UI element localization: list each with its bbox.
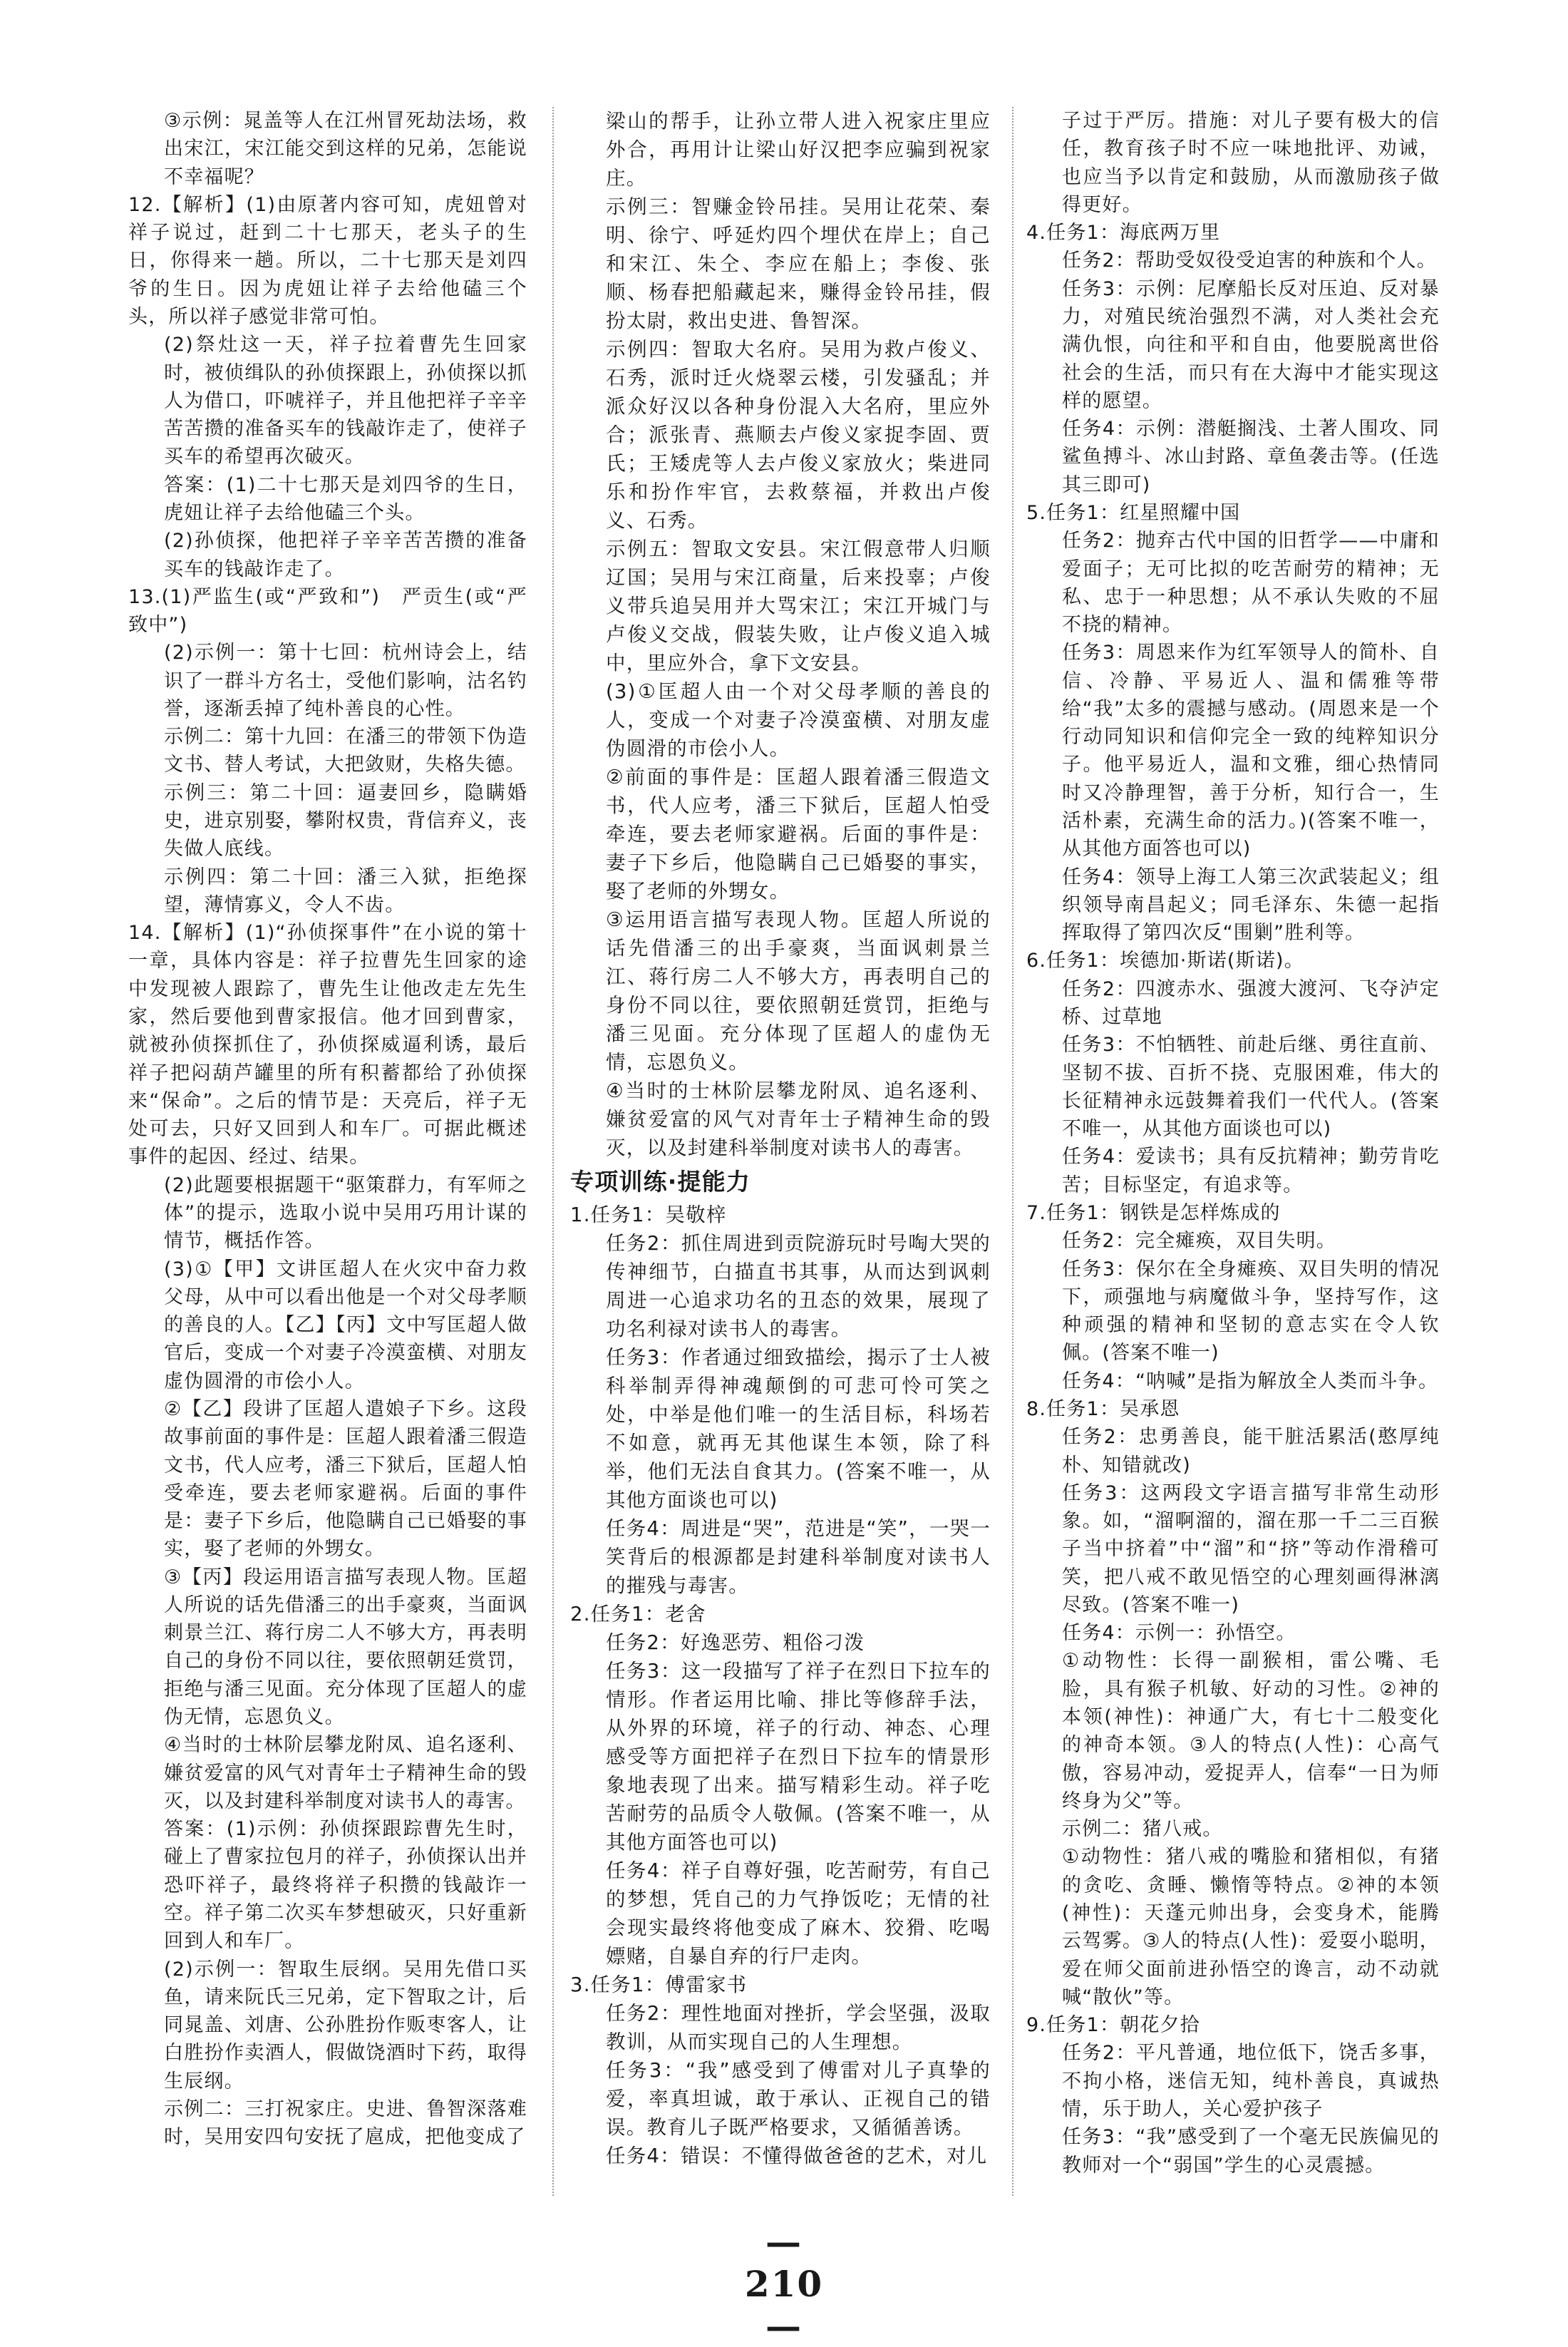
- paragraph: ②【乙】段讲了匡超人遣娘子下乡。这段故事前面的事件是：匡超人跟着潘三假造文书，代人应考，潘三下狱后，匡超人怕受牵连，要去老师家避祸。后面的事件是：妻子下乡后，他隐瞒自己已婚娶的事实，娶了老师的外甥女。: [164, 1397, 527, 1561]
- section-heading: 专项训练·提能力: [570, 1168, 751, 1196]
- paragraph: ②前面的事件是：匡超人跟着潘三假造文书，代人应考，潘三下狱后，匡超人怕受牵连，要去老师家避祸。后面的事件是：妻子下乡后，他隐瞒自己已婚娶的事实，娶了老师的外甥女。: [606, 766, 991, 903]
- paragraph: ③示例：晁盖等人在江州冒死劫法场，救出宋江，宋江能交到这样的兄弟，怎能说不幸福呢？: [164, 110, 527, 188]
- paragraph: 任务2：帮助受奴役受迫害的种族和个人。: [1062, 250, 1437, 272]
- paragraph: 任务3：作者通过细致描绘，揭示了士人被科举制弄得神魂颠倒的可悲可怜可笑之处，中举是他们唯一的生活目标，科场若不如意，就再无其他谋生本领，除了科举，他们无法自食其力。(答案不唯一，从其他方面谈也可以): [606, 1346, 991, 1511]
- paragraph: 任务4：“呐喊”是指为解放全人类而斗争。: [1062, 1370, 1439, 1392]
- paragraph: ④当时的士林阶层攀龙附凤、追名逐利、嫌贫爱富的风气对青年士子精神生命的毁灭，以及封建科举制度对读书人的毒害。: [164, 1734, 527, 1812]
- column-left: [128, 107, 527, 2152]
- paragraph: (2)孙侦探，他把祥子辛辛苦苦攒的准备买车的钱敲诈走了。: [164, 530, 527, 580]
- paragraph: (2)此题要根据题干“驱策群力，有军师之体”的提示，选取小说中吴用巧用计谋的情节，概括作答。: [164, 1174, 527, 1253]
- paragraph: 任务4：领导上海工人第三次武装起义；组织领导南昌起义；同毛泽东、朱德一起指挥取得了第四次反“围剿”胜利等。: [1062, 866, 1440, 945]
- paragraph: 答案：(1)示例：孙侦探跟踪曹先生时，碰上了曹家拉包月的祥子，孙侦探认出并恐吓祥子，最终将祥子积攒的钱敲诈一空。祥子第二次买车梦想破灭，只好重新回到人和车厂。: [164, 1818, 527, 1953]
- answer-item-5: 5.任务1：红星照耀中国: [1026, 501, 1241, 524]
- paragraph: 任务4：错误：不懂得做爸爸的艺术，对儿: [606, 2145, 988, 2167]
- answer-item-2: 2.任务1：老舍: [570, 1603, 706, 1626]
- paragraph: 任务3：保尔在全身瘫痪、双目失明的情况下，顽强地与病魔做斗争，坚持写作，这种顽强的精神和坚韧的意志实在令人钦佩。(答案不唯一): [1062, 1258, 1440, 1365]
- paragraph: 任务4：示例：潜艇搁浅、土著人围攻、同鲨鱼搏斗、冰山封路、章鱼袭击等。(任选其三即可): [1062, 418, 1440, 496]
- paragraph: ①动物性：长得一副猴相，雷公嘴、毛脸，具有猴子机敏、好动的习性。②神的本领(神性)：神通广大，有七十二般变化的神奇本领。③人的特点(人性)：心高气傲，容易冲动，爱捉弄人，信奉“一日为师终身为父”等。: [1062, 1650, 1440, 1812]
- paragraph: (2)示例一：第十七回：杭州诗会上，结识了一群斗方名士，受他们影响，沽名钓誉，逐渐丢掉了纯朴善良的心性。: [164, 642, 527, 720]
- paragraph: ③【丙】段运用语言描写表现人物。匡超人所说的话先借潘三的出手豪爽，当面讽刺景兰江、蒋行房二人不够大方，再表明自己的身份不同以往，要依照朝廷赏罚，拒绝与潘三见面。充分体现了匡超人的虚伪无情，忘恩负义。: [164, 1566, 527, 1729]
- paragraph: 任务2：平凡普通，地位低下，饶舌多事，不拘小格，迷信无知，纯朴善良，真诚热情，乐于助人，关心爱护孩子: [1062, 2042, 1440, 2120]
- paragraph: (2)示例一：智取生辰纲。吴用先借口买鱼，请来阮氏三兄弟，定下智取之计，后同晁盖、刘唐、公孙胜扮作贩枣客人，让白胜扮作卖酒人，假做饶酒时下药，取得生辰纲。: [164, 1958, 527, 2092]
- paragraph: 任务2：理性地面对挫折，学会坚强，汲取教训，从而实现自己的人生理想。: [606, 2002, 991, 2053]
- paragraph: 梁山的帮手，让孙立带人进入祝家庄里应外合，再用计让梁山好汉把李应骗到祝家庄。: [606, 110, 991, 190]
- column-divider: [1012, 107, 1013, 2196]
- paragraph: 答案：(1)二十七那天是刘四爷的生日，虎妞让祥子去给他磕三个头。: [164, 473, 527, 524]
- paragraph: 任务3：这一段描写了祥子在烈日下拉车的情形。作者运用比喻、排比等修辞手法，从外界的环境，祥子的行动、神态、心理感受等方面把祥子在烈日下拉车的情景形象地表现了出来。描写精彩生动。祥子吃苦耐劳的品质令人敬佩。(答案不唯一，从其他方面答也可以): [606, 1660, 991, 1854]
- answer-item-1: 1.任务1：吴敬梓: [570, 1203, 727, 1226]
- answer-item-6: 6.任务1：埃德加·斯诺(斯诺)。: [1026, 950, 1304, 972]
- column-middle: [570, 107, 991, 2170]
- paragraph: 示例二：第十九回：在潘三的带领下伪造文书、替人考试，大把敛财，失格失德。: [164, 726, 527, 776]
- paragraph: 任务2：好逸恶劳、粗俗刁泼: [606, 1631, 865, 1654]
- column-divider: [552, 107, 554, 2196]
- paragraph: 示例五：智取文安县。宋江假意带人归顺辽国；吴用与宋江商量，后来投辜；卢俊义带兵追吴用并大骂宋江；宋江开城门与卢俊义交战，假装失败，让卢俊义追入城中，里应外合，拿下文安县。: [606, 538, 991, 674]
- paragraph: 任务3：“我”感受到了一个毫无民族偏见的教师对一个“弱国”学生的心灵震撼。: [1062, 2126, 1440, 2177]
- answer-item-8: 8.任务1：吴承恩: [1026, 1397, 1180, 1420]
- page-number: —210—: [744, 2221, 824, 2347]
- paragraph: (2)祭灶这一天，祥子拉着曹先生回家时，被侦缉队的孙侦探跟上，孙侦探以抓人为借口，吓唬祥子，并且他把祥子辛辛苦苦攒的准备买车的钱敲诈走了，使祥子买车的希望再次破灭。: [164, 334, 527, 468]
- answer-item-4: 4.任务1：海底两万里: [1026, 222, 1221, 245]
- paragraph: 子过于严厉。措施：对儿子要有极大的信任，教育孩子时不应一味地批评、劝诫，也应当予以肯定和鼓励，从而激励孩子做得更好。: [1062, 110, 1440, 216]
- paragraph: 任务4：祥子自尊好强，吃苦耐劳，有自己的梦想，凭自己的力气挣饭吃；无情的社会现实最终将他变成了麻木、狡猾、吃喝嫖赌，自暴自弃的行尸走肉。: [606, 1859, 991, 1968]
- paragraph: 任务4：示例一：孙悟空。: [1062, 1622, 1296, 1645]
- paragraph: 任务3：周恩来作为红军领导人的简朴、自信、冷静、平易近人、温和儒雅等带给“我”太多的震撼与感动。(周恩来是一个行动同知识和信仰完全一致的纯粹知识分子。他平易近人，温和文雅，细心热情同时又冷静理智，善于分析，知行合一，生活朴素，充满生命的活力。)(答案不唯一，从其他方面答也可以): [1062, 642, 1440, 861]
- paragraph: 示例二：三打祝家庄。史进、鲁智深落难时，吴用安四句安抚了扈成，把他变成了: [164, 2097, 527, 2149]
- answer-item-7: 7.任务1：钢铁是怎样炼成的: [1026, 1201, 1281, 1224]
- answer-item-3: 3.任务1：傅雷家书: [570, 1973, 748, 1996]
- paragraph: 任务2：忠勇善良，能干脏活累活(憨厚纯朴、知错就改): [1062, 1426, 1440, 1476]
- answer-item-12: 12.【解析】(1)由原著内容可知，虎妞曾对祥子说过，赶到二十七那天，老头子的生日，你得来一趟。所以，二十七那天是刘四爷的生日。因为虎妞让祥子去给他磕三个头，所以祥子感觉非常可怕。: [128, 193, 527, 328]
- paragraph: 示例四：第二十回：潘三入狱，拒绝探望，薄情寡义，令人不齿。: [164, 866, 527, 916]
- paragraph: 任务2：完全瘫痪，双目失明。: [1062, 1230, 1336, 1253]
- paragraph: ③运用语言描写表现人物。匡超人所说的话先借潘三的出手豪爽，当面讽刺景兰江、蒋行房二人不够大方，再表明自己的身份不同以往，要依照朝廷赏罚，拒绝与潘三见面。充分体现了匡超人的虚伪无情，忘恩负义。: [606, 908, 991, 1074]
- paragraph: 任务3：这两段文字语言描写非常生动形象。如，“溜啊溜的，溜在那一千二三百猴子当中挤着”中“溜”和“挤”等动作滑稽可笑，把八戒不敢见悟空的心理刻画得淋漓尽致。(答案不唯一): [1062, 1481, 1440, 1616]
- paragraph: 示例三：第二十回：逼妻回乡，隐瞒婚史，进京别娶，攀附权贵，背信弃义，丧失做人底线。: [164, 781, 527, 861]
- paragraph: 示例三：智赚金铃吊挂。吴用让花荣、秦明、徐宁、呼延灼四个埋伏在岸上；自己和宋江、朱仝、李应在船上；李俊、张顺、杨春把船藏起来，赚得金铃吊挂，假扮太尉，救出史进、鲁智深。: [606, 195, 991, 332]
- paragraph: 任务3：不怕牺牲、前赴后继、勇往直前、坚韧不拔、百折不挠、克服困难，伟大的长征精神永远鼓舞着我们一代代人。(答案不唯一，从其他方面谈也可以): [1062, 1034, 1440, 1141]
- paragraph: 任务2：抛弃古代中国的旧哲学——中庸和爱面子；无可比拟的吃苦耐劳的精神；无私、忠于一种思想；从不承认失败的不屈不挠的精神。: [1062, 530, 1440, 637]
- paragraph: 示例四：智取大名府。吴用为救卢俊义、石秀，派时迁火烧翠云楼，引发骚乱；并派众好汉以各种身份混入大名府，里应外合；派张青、燕顺去卢俊义家捉李固、贾氏；王矮虎等人去卢俊义家放火；柴进同乐和扮作牢官，去救蔡福，并救出卢俊义、石秀。: [606, 338, 991, 532]
- paragraph: 任务4：周进是“哭”，范进是“笑”，一哭一笑背后的根源都是封建科举制度对读书人的摧残与毒害。: [606, 1517, 991, 1597]
- paragraph: ①动物性：猪八戒的嘴脸和猪相似，有猪的贪吃、贪睡、懒惰等特点。②神的本领(神性)：天蓬元帅出身，会变身术，能腾云驾雾。③人的特点(人性)：爱耍小聪明，爱在师父面前进孙悟空的谗言，动不动就喊“散伙”等。: [1062, 1846, 1440, 2008]
- answer-item-9: 9.任务1：朝花夕拾: [1026, 2014, 1200, 2037]
- column-right: [1026, 107, 1440, 2179]
- paragraph: ④当时的士林阶层攀龙附凤、追名逐利、嫌贫爱富的风气对青年士子精神生命的毁灭，以及封建科举制度对读书人的毒害。: [606, 1079, 991, 1159]
- paragraph: 任务3：“我”感受到了傅雷对儿子真挚的爱，率真坦诚，敢于承认、正视自己的错误。教育儿子既严格要求，又循循善诱。: [606, 2059, 991, 2139]
- paragraph: 任务4：爱读书；具有反抗精神；勤劳肯吃苦；目标坚定，有追求等。: [1062, 1146, 1440, 1196]
- answer-item-14: 14.【解析】(1)“孙侦探事件”在小说的第十一章，具体内容是：祥子拉曹先生回家的途中发现被人跟踪了，曹先生让他改走左先生家，然后要他到曹家报信。他才回到曹家，就被孙侦探抓住了，孙侦探威逼利诱，最后祥子把闷葫芦罐里的所有积蓄都给了孙侦探来“保命”。之后的情节是：天亮后，祥子无处可去，只好又回到人和车厂。可据此概述事件的起因、经过、结果。: [128, 922, 527, 1169]
- paragraph: 任务2：四渡赤水、强渡大渡河、飞夺泸定桥、过草地: [1062, 977, 1440, 1028]
- paragraph: (3)①匡超人由一个对父母孝顺的善良的人，变成一个对妻子冷漠蛮横、对朋友虚伪圆滑的市侩小人。: [606, 680, 991, 760]
- paragraph: 任务2：抓住周进到贡院游玩时号啕大哭的传神细节，白描直书其事，从而达到讽刺周进一心追求功名的丑态的效果，展现了功名利禄对读书人的毒害。: [606, 1232, 991, 1340]
- paragraph: 任务3：示例：尼摩船长反对压迫、反对暴力，对殖民统治强烈不满，对人类社会充满仇恨，向往和平和自由，他要脱离世俗社会的生活，而只有在大海中才能实现这样的愿望。: [1062, 277, 1440, 412]
- answer-item-13: 13.(1)严监生(或“严致和”) 严贡生(或“严致中”): [128, 585, 527, 637]
- paragraph: (3)①【甲】文讲匡超人在火灾中奋力救父母，从中可以看出他是一个对父母孝顺的善良的人。【乙】【丙】文中写匡超人做官后，变成一个对妻子冷漠蛮横、对朋友虚伪圆滑的市侩小人。: [164, 1258, 527, 1392]
- paragraph: 示例二：猪八戒。: [1062, 1818, 1223, 1841]
